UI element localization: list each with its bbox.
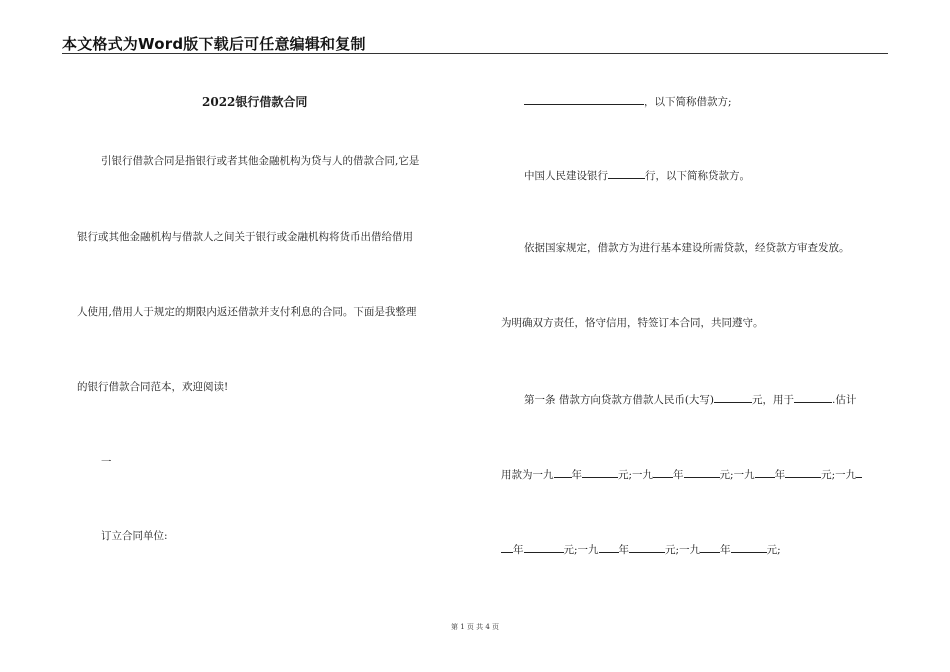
fill-blank — [554, 467, 572, 478]
contract-party-label: 订立合同单位: — [101, 530, 168, 542]
paragraph-line: 的银行借款合同范本，欢迎阅读! — [77, 381, 229, 393]
fill-blank — [524, 94, 644, 105]
fill-blank — [856, 467, 862, 478]
fill-blank — [524, 542, 564, 553]
header-banner: 本文格式为Word版下载后可任意编辑和复制 — [62, 35, 366, 53]
lender-line: 中国人民建设银行 行，以下简称贷款方。 — [524, 170, 750, 182]
paragraph-line: 人使用,借用人于规定的期限内返还借款并支付利息的合同。下面是我整理 — [77, 306, 417, 318]
fill-blank — [653, 467, 673, 478]
fill-blank — [731, 542, 767, 553]
fill-blank — [714, 392, 752, 403]
paragraph-line: 引银行借款合同是指银行或者其他金融机构为贷与人的借款合同,它是 — [101, 155, 420, 167]
fill-blank — [700, 542, 720, 553]
paragraph-line: 银行或其他金融机构与借款人之间关于银行或金融机构将货币出借给借用 — [77, 231, 413, 243]
paragraph-line: 依据国家规定，借款方为进行基本建设所需贷款，经贷款方审查发放。 — [524, 242, 850, 254]
section-number: 一 — [101, 456, 112, 468]
fill-blank — [608, 168, 645, 179]
fill-blank — [599, 542, 619, 553]
fill-blank — [629, 542, 665, 553]
schedule-line: 年 元;一九 年 元;一九 年 元; — [501, 542, 781, 556]
fill-blank — [684, 467, 720, 478]
fill-blank — [582, 467, 618, 478]
document-title: 2022银行借款合同 — [202, 95, 308, 109]
fill-blank — [501, 542, 513, 553]
article-one-line: 第一条 借款方向贷款方借款人民币(大写) 元，用于 .估计 — [524, 394, 857, 406]
fill-blank — [755, 467, 775, 478]
page-number: 第 1 页 共 4 页 — [450, 623, 500, 631]
paragraph-line: 为明确双方责任，恪守信用，特签订本合同，共同遵守。 — [501, 317, 764, 329]
header-divider — [62, 53, 888, 54]
fill-blank — [785, 467, 821, 478]
borrower-line: ，以下简称借款方; — [524, 94, 732, 108]
schedule-line: 用款为一九 年 元;一九 年 元;一九 年 元;一九 — [501, 467, 862, 481]
fill-blank — [794, 392, 832, 403]
